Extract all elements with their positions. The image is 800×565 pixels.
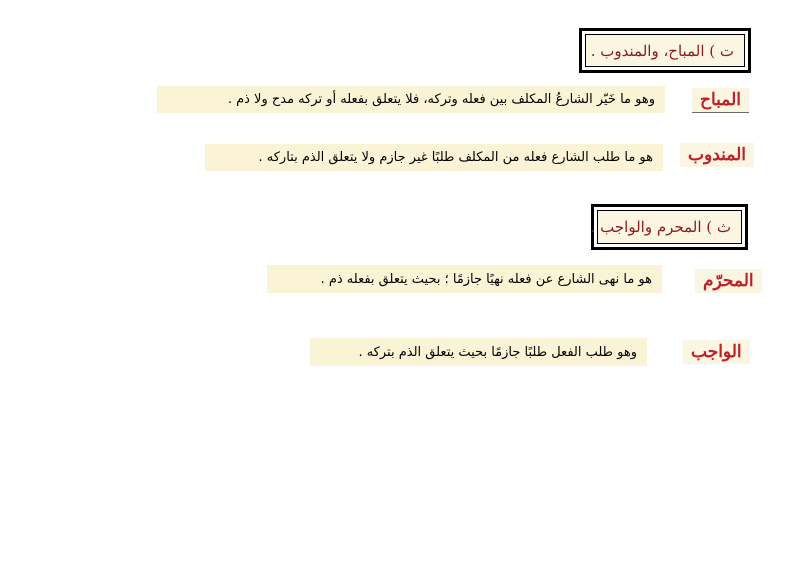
definition-wajib: وهو طلب الفعل طلبًا جازمًا بحيث يتعلق الذم بتركه .	[310, 338, 647, 366]
section-heading-muharram-wajib	[591, 204, 748, 250]
section-heading-text: ت ) المباح، والمندوب .	[585, 34, 745, 67]
term-muharram: المحرّم	[695, 269, 762, 293]
definition-muharram: هو ما نهى الشارع عن فعله نهيًا جازمًا ؛ بحيث يتعلق بفعله ذم .	[267, 265, 662, 293]
term-mandub: المندوب	[680, 143, 754, 167]
term-wajib: الواجب	[683, 340, 750, 364]
definition-mandub: هو ما طلب الشارع فعله من المكلف طلبًا غير جازم ولا يتعلق الذم بتاركه .	[205, 144, 663, 171]
term-mubah: المباح	[692, 88, 749, 113]
definition-mubah: وهو ما خَيّر الشارعُ المكلف بين فعله وتركه، فلا يتعلق بفعله أو تركه مدح ولا ذم .	[157, 86, 665, 113]
section-heading-mubah-mandub	[579, 28, 751, 73]
section-heading-text: ث ) المحرم والواجب .	[597, 210, 742, 244]
